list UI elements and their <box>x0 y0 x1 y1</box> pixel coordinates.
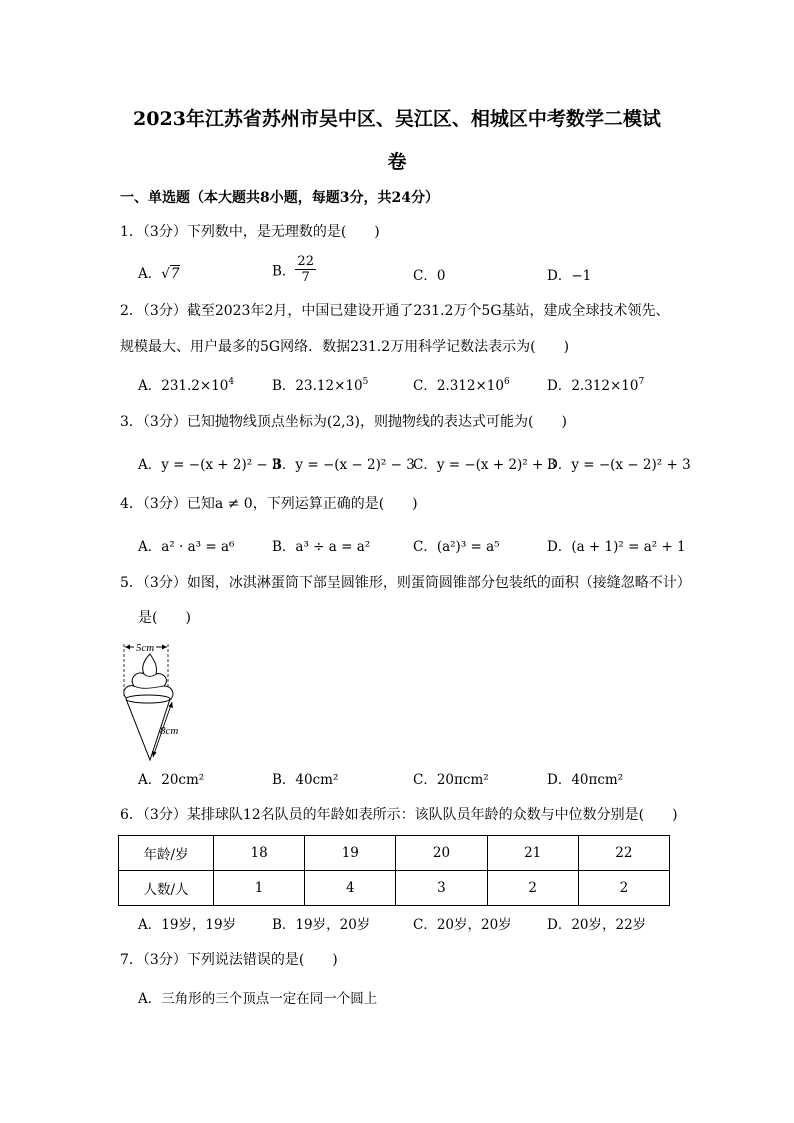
arrow-head-left <box>125 645 130 650</box>
q6-option-a: A．19岁，19岁 <box>138 917 237 933</box>
table-cell: 20 <box>396 836 487 871</box>
q3-option-b: B．y = −(x − 2)² − 3 <box>272 457 415 473</box>
table-cell: 21 <box>487 836 578 871</box>
q1-option-d: D．−1 <box>547 268 592 284</box>
question-5-line1: 5．（3分）如图，冰淇淋蛋筒下部呈圆锥形，则蛋筒圆锥部分包装纸的面积（接缝忽略不计） <box>120 575 691 591</box>
table-row <box>119 836 670 871</box>
figure-label-slant: 8cm <box>160 725 179 737</box>
q7-option-a: A．三角形的三个顶点一定在同一个圆上 <box>138 991 378 1007</box>
section-heading: 一、单选题（本大题共8小题，每题3分，共24分） <box>120 190 439 206</box>
q1-option-b-label: B． <box>272 263 296 280</box>
table-cell: 人数/人 <box>119 871 214 906</box>
q5-option-a: A．20cm² <box>138 772 205 788</box>
q3-option-d: D．y = −(x − 2)² + 3 <box>547 457 691 473</box>
question-1-stem: 1．（3分）下列数中，是无理数的是( ) <box>120 224 380 240</box>
fraction-denominator: 7 <box>301 270 310 285</box>
q1-option-a <box>138 262 180 282</box>
paper-title-line1: 2023年江苏省苏州市吴中区、吴江区、相城区中考数学二模试 <box>133 108 661 130</box>
cone-rim <box>126 695 170 703</box>
table-cell: 2 <box>578 871 669 906</box>
q3-option-a: A．y = −(x + 2)² − 3 <box>138 457 281 473</box>
question-5-line2: 是( ) <box>138 610 191 626</box>
question-3-stem: 3．（3分）已知抛物线顶点坐标为(2,3)，则抛物线的表达式可能为( ) <box>120 414 567 430</box>
q1-option-a-label: A． <box>138 266 162 282</box>
table-row <box>119 871 670 906</box>
exponent: 5 <box>362 377 369 387</box>
q5-option-d: D．40πcm² <box>547 772 624 788</box>
q4-option-b: B．a³ ÷ a = a² <box>272 539 371 555</box>
table-cell: 4 <box>305 871 396 906</box>
fraction <box>295 254 316 285</box>
q2-option-d <box>547 374 644 394</box>
table-cell: 18 <box>214 836 305 871</box>
q6-option-c: C．20岁，20岁 <box>413 917 512 933</box>
question-4-stem: 4．（3分）已知a ≠ 0，下列运算正确的是( ) <box>120 496 418 512</box>
q4-option-d: D．(a + 1)² = a² + 1 <box>547 539 686 555</box>
q6-option-b: B．19岁，20岁 <box>272 917 371 933</box>
q4-option-a: A．a² · a³ = a⁶ <box>138 539 235 555</box>
table-cell: 2 <box>487 871 578 906</box>
sqrt-symbol: √7 <box>161 266 180 282</box>
table-cell: 22 <box>578 836 669 871</box>
age-table <box>118 835 670 906</box>
arrow-head-bottom <box>152 751 157 757</box>
q5-option-c: C．20πcm² <box>413 772 489 788</box>
question-6-stem: 6．（3分）某排球队12名队员的年龄如表所示：该队队员年龄的众数与中位数分别是( ) <box>120 807 678 823</box>
q4-option-c: C．(a²)³ = a⁵ <box>413 539 500 555</box>
fraction-numerator: 22 <box>297 254 314 269</box>
exponent: 6 <box>503 377 510 387</box>
question-2-line2: 规模最大、用户最多的5G网络．数据231.2万用科学记数法表示为( ) <box>120 339 570 355</box>
q1-option-a-radicand: 7 <box>170 266 180 282</box>
q2-option-c <box>413 374 510 394</box>
q3-option-c: C．y = −(x + 2)² + 3 <box>413 457 557 473</box>
q2-option-d-text: D．2.312×10 <box>547 378 639 394</box>
exponent: 4 <box>228 377 235 387</box>
table-cell: 3 <box>396 871 487 906</box>
q2-option-b <box>272 374 368 394</box>
table-cell: 1 <box>214 871 305 906</box>
q5-option-b: B．40cm² <box>272 772 339 788</box>
q2-option-a-text: A．231.2×10 <box>138 378 229 394</box>
ice-cream-cone-figure <box>112 636 202 766</box>
table-cell: 19 <box>305 836 396 871</box>
ice-cream-swirl <box>124 654 173 700</box>
q1-option-c: C．0 <box>413 268 446 284</box>
q2-option-a <box>138 374 234 394</box>
table-cell: 年龄/岁 <box>119 836 214 871</box>
q2-option-b-text: B．23.12×10 <box>272 378 363 394</box>
exponent: 7 <box>638 377 645 387</box>
q6-option-d: D．20岁，22岁 <box>547 917 647 933</box>
question-2-line1: 2．（3分）截至2023年2月，中国已建设开通了231.2万个5G基站，建成全球技术领先、 <box>120 303 670 319</box>
arrow-head-right <box>162 645 167 650</box>
q2-option-c-text: C．2.312×10 <box>413 378 504 394</box>
figure-label-diameter: 5cm <box>135 642 155 654</box>
q1-option-b <box>272 254 316 285</box>
paper-title-line2: 卷 <box>387 151 407 173</box>
question-7-stem: 7．（3分）下列说法错误的是( ) <box>120 952 338 968</box>
